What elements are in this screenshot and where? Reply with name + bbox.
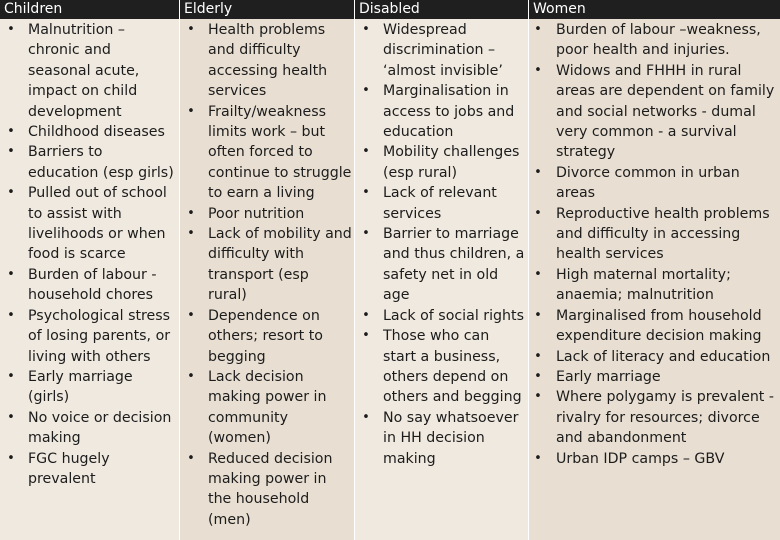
list-item-text: Burden of labour –weakness, poor health and injuries. [556, 22, 761, 59]
list-item [0, 265, 179, 306]
bullet-icon: • [362, 226, 370, 242]
column-header-children: Children [0, 0, 179, 19]
list-item [529, 347, 780, 367]
bullet-icon: • [534, 368, 542, 384]
column-body-women [529, 19, 780, 540]
bullet-icon: • [7, 266, 15, 282]
column-children [0, 0, 180, 540]
bullet-icon: • [534, 22, 542, 37]
bullet-icon: • [7, 307, 15, 323]
list-item [180, 449, 354, 531]
list-item [529, 163, 780, 204]
bullet-icon: • [362, 144, 370, 160]
list-item-text: Early marriage (girls) [28, 368, 133, 406]
bullet-icon: • [7, 144, 15, 160]
bullet-icon: • [534, 205, 542, 221]
list-item [180, 306, 354, 367]
list-item [355, 224, 528, 306]
bullet-icon: • [362, 409, 370, 425]
list-item [180, 102, 354, 204]
column-body-disabled [355, 19, 528, 540]
list-item-text: Reduced decision making power in the household (men) [208, 450, 333, 528]
bullet-icon: • [7, 450, 15, 466]
list-item [180, 367, 354, 449]
bullet-icon: • [7, 22, 15, 37]
list-item [0, 367, 179, 408]
list-item-text: Malnutrition – chronic and seasonal acute, impact on child development [28, 22, 140, 120]
list-item-text: Urban IDP camps – GBV [556, 450, 725, 467]
column-body-elderly [180, 19, 354, 540]
list-item [0, 408, 179, 449]
list-item [0, 449, 179, 490]
column-women [529, 0, 780, 540]
bullet-icon: • [534, 307, 542, 323]
list-item [529, 449, 780, 469]
list-item-text: Early marriage [556, 368, 661, 385]
list-item-text: Health problems and difficulty accessing health services [208, 22, 328, 100]
list-item [529, 306, 780, 347]
bullet-icon: • [7, 409, 15, 425]
list-item [180, 20, 354, 102]
bullet-icon: • [534, 348, 542, 364]
list-item [180, 204, 354, 224]
list-item-text: Lack of relevant services [383, 185, 497, 222]
list-item [529, 204, 780, 265]
list-item [355, 306, 528, 326]
list-item [355, 142, 528, 183]
column-header-disabled: Disabled [355, 0, 528, 19]
list-item-text: Widows and FHHH in rural areas are dependent on family and social networks - dumal very common - a survival strategy [556, 62, 775, 161]
women-list [529, 20, 780, 469]
bullet-icon: • [362, 185, 370, 201]
list-item-text: Mobility challenges (esp rural) [383, 144, 520, 181]
list-item-text: No say whatsoever in HH decision making [383, 409, 519, 467]
children-list [0, 20, 179, 489]
list-item-text: Dependence on others; resort to begging [208, 307, 323, 365]
bullet-icon: • [187, 307, 195, 323]
disabled-list [355, 20, 528, 469]
list-item-text: No voice or decision making [28, 409, 172, 447]
list-item-text: Lack of literacy and education [556, 348, 771, 365]
list-item-text: FGC hugely prevalent [28, 450, 110, 487]
list-item [0, 142, 179, 183]
bullet-icon: • [534, 389, 542, 405]
list-item [355, 408, 528, 469]
list-item-text: Lack of mobility and difficulty with transport (esp rural) [208, 226, 352, 304]
bullet-icon: • [534, 266, 542, 282]
bullet-icon: • [362, 83, 370, 99]
list-item [0, 306, 179, 367]
list-item [529, 20, 780, 61]
list-item-text: Barriers to education (esp girls) [28, 144, 174, 181]
list-item [0, 20, 179, 122]
bullet-icon: • [187, 205, 195, 221]
list-item [529, 367, 780, 387]
bullet-icon: • [187, 103, 195, 119]
bullet-icon: • [534, 450, 542, 466]
list-item [180, 224, 354, 306]
list-item-text: Reproductive health problems and difficulty in accessing health services [556, 205, 770, 263]
list-item-text: Divorce common in urban areas [556, 164, 740, 202]
bullet-icon: • [187, 368, 195, 384]
list-item [355, 183, 528, 224]
list-item-text: Lack decision making power in community (women) [208, 368, 327, 447]
list-item-text: Those who can start a business, others depend on others and begging [383, 328, 522, 406]
list-item [0, 183, 179, 265]
bullet-icon: • [534, 62, 542, 78]
bullet-icon: • [7, 368, 15, 384]
elderly-list [180, 20, 354, 530]
bullet-icon: • [187, 226, 195, 242]
list-item [529, 61, 780, 163]
list-item [355, 20, 528, 81]
bullet-icon: • [187, 22, 195, 37]
bullet-icon: • [187, 450, 195, 466]
list-item-text: Where polygamy is prevalent - rivalry for resources; divorce and abandonment [556, 389, 775, 447]
list-item [529, 387, 780, 448]
list-item-text: Burden of labour - household chores [28, 266, 157, 304]
bullet-icon: • [362, 328, 370, 344]
list-item-text: Barrier to marriage and thus children, a safety net in old age [383, 226, 525, 304]
bullet-icon: • [7, 185, 15, 201]
column-header-elderly: Elderly [180, 0, 354, 19]
list-item-text: Frailty/weakness limits work – but often forced to continue to struggle to earn a living [208, 103, 352, 202]
bullet-icon: • [7, 124, 15, 140]
list-item-text: Lack of social rights [383, 307, 524, 324]
column-body-children [0, 19, 179, 540]
list-item-text: Marginalised from household expenditure decision making [556, 307, 762, 345]
list-item-text: Poor nutrition [208, 205, 305, 222]
list-item-text: Pulled out of school to assist with livelihoods or when food is scarce [28, 185, 167, 263]
bullet-icon: • [534, 164, 542, 180]
list-item-text: Marginalisation in access to jobs and education [383, 83, 515, 141]
column-disabled [355, 0, 529, 540]
list-item-text: Widespread discrimination – ‘almost invisible’ [383, 22, 503, 79]
list-item-text: Psychological stress of losing parents, or living with others [28, 307, 171, 365]
bullet-icon: • [362, 22, 370, 37]
list-item [355, 326, 528, 408]
list-item [355, 81, 528, 142]
list-item [0, 122, 179, 142]
list-item-text: Childhood diseases [28, 124, 165, 141]
column-header-women: Women [529, 0, 780, 19]
list-item-text: High maternal mortality; anaemia; malnutrition [556, 266, 731, 304]
column-elderly [180, 0, 355, 540]
list-item [529, 265, 780, 306]
bullet-icon: • [362, 307, 370, 323]
